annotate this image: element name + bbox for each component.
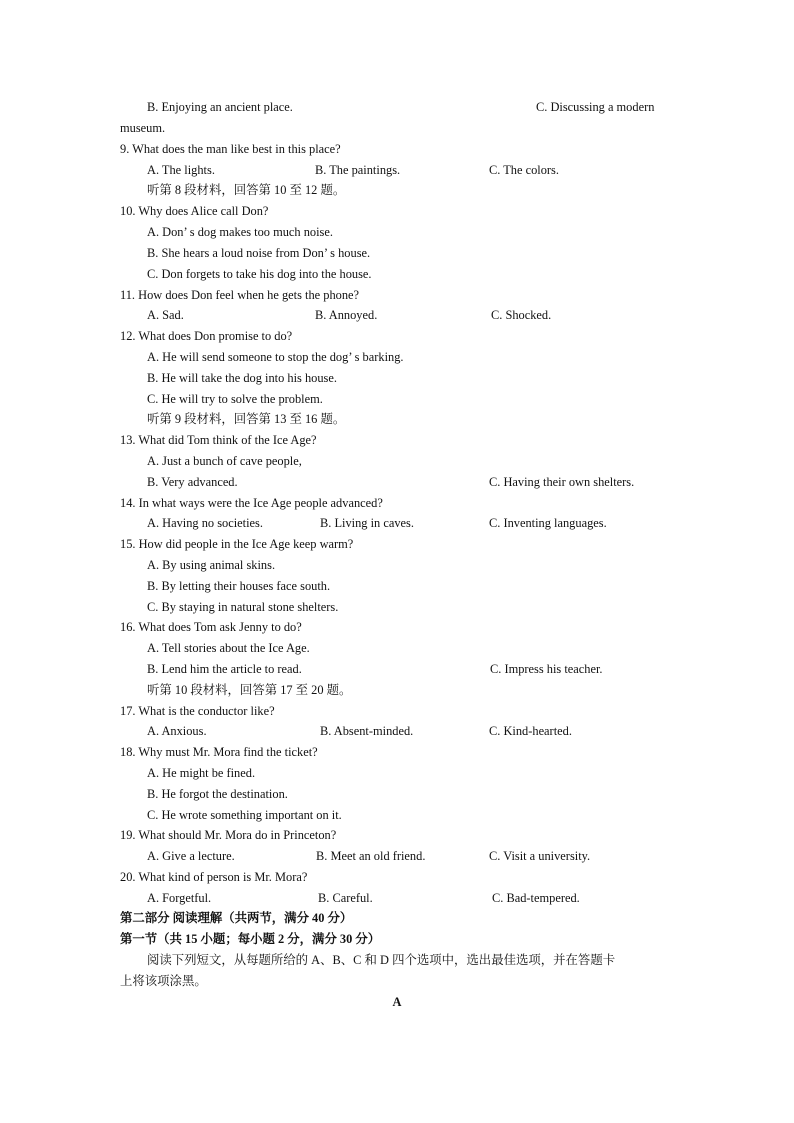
option-c: C. Kind-hearted. xyxy=(489,724,572,738)
question-17: 17. What is the conductor like? xyxy=(120,704,275,718)
option-a: A. He will send someone to stop the dog’ s barking. xyxy=(147,350,404,364)
option-a: A. The lights. xyxy=(147,163,215,177)
option-b: B. Annoyed. xyxy=(315,308,378,322)
option-a: A. Don’ s dog makes too much noise. xyxy=(147,225,333,239)
option-b: B. Very advanced. xyxy=(147,475,238,489)
question-12: 12. What does Don promise to do? xyxy=(120,329,293,343)
option-c: C. Bad-tempered. xyxy=(492,891,580,905)
question-15: 15. How did people in the Ice Age keep warm? xyxy=(120,537,354,551)
question-14: 14. In what ways were the Ice Age people advanced? xyxy=(120,496,383,510)
question-18: 18. Why must Mr. Mora find the ticket? xyxy=(120,745,318,759)
passage-label: A xyxy=(392,995,402,1009)
question-11: 11. How does Don feel when he gets the phone? xyxy=(120,288,360,302)
option-a: A. Having no societies. xyxy=(147,516,263,530)
option-b: B. Careful. xyxy=(318,891,373,905)
section-instruction-10: 听第 10 段材料，回答第 17 至 20 题。 xyxy=(147,683,352,697)
instructions: 阅读下列短文，从每题所给的 A、B、C 和 D 四个选项中，选出最佳选项，并在答题卡 xyxy=(147,953,616,967)
option-c: C. Don forgets to take his dog into the house. xyxy=(147,267,372,281)
option-c: C. Inventing languages. xyxy=(489,516,607,530)
option-b: B. By letting their houses face south. xyxy=(147,579,331,593)
option-continuation: museum. xyxy=(120,121,166,135)
option-c: C. Discussing a modern xyxy=(536,100,655,114)
option-c: C. He will try to solve the problem. xyxy=(147,392,323,406)
option-b: B. The paintings. xyxy=(315,163,401,177)
option-a: A. Just a bunch of cave people, xyxy=(147,454,302,468)
option-c: C. Having their own shelters. xyxy=(489,475,635,489)
option-a: A. Sad. xyxy=(147,308,184,322)
option-b: B. He will take the dog into his house. xyxy=(147,371,337,385)
instructions-continued: 上将该项涂黑。 xyxy=(120,974,207,988)
option-b: B. Absent-minded. xyxy=(320,724,414,738)
option-b: B. Enjoying an ancient place. xyxy=(147,100,293,114)
option-c: C. Shocked. xyxy=(491,308,552,322)
section-instruction-9: 听第 9 段材料，回答第 13 至 16 题。 xyxy=(147,412,346,426)
option-b: B. Living in caves. xyxy=(320,516,414,530)
question-20: 20. What kind of person is Mr. Mora? xyxy=(120,870,308,884)
option-a: A. Give a lecture. xyxy=(147,849,235,863)
question-13: 13. What did Tom think of the Ice Age? xyxy=(120,433,317,447)
section-instruction-8: 听第 8 段材料，回答第 10 至 12 题。 xyxy=(147,183,346,197)
section-heading: 第一节（共 15 小题；每小题 2 分，满分 30 分） xyxy=(120,932,381,946)
part-heading: 第二部分 阅读理解（共两节，满分 40 分） xyxy=(120,911,353,925)
option-a: A. He might be fined. xyxy=(147,766,256,780)
option-b: B. Meet an old friend. xyxy=(316,849,426,863)
option-c: C. Visit a university. xyxy=(489,849,591,863)
option-a: A. Anxious. xyxy=(147,724,207,738)
option-c: C. By staying in natural stone shelters. xyxy=(147,600,339,614)
question-19: 19. What should Mr. Mora do in Princeton? xyxy=(120,828,337,842)
option-b: B. She hears a loud noise from Don’ s house. xyxy=(147,246,371,260)
question-16: 16. What does Tom ask Jenny to do? xyxy=(120,620,302,634)
question-10: 10. Why does Alice call Don? xyxy=(120,204,269,218)
option-c: C. Impress his teacher. xyxy=(490,662,603,676)
option-c: C. The colors. xyxy=(489,163,559,177)
question-9: 9. What does the man like best in this place? xyxy=(120,142,341,156)
option-a: A. By using animal skins. xyxy=(147,558,276,572)
option-a: A. Tell stories about the Ice Age. xyxy=(147,641,310,655)
option-b: B. He forgot the destination. xyxy=(147,787,288,801)
option-c: C. He wrote something important on it. xyxy=(147,808,342,822)
option-b: B. Lend him the article to read. xyxy=(147,662,302,676)
option-a: A. Forgetful. xyxy=(147,891,212,905)
